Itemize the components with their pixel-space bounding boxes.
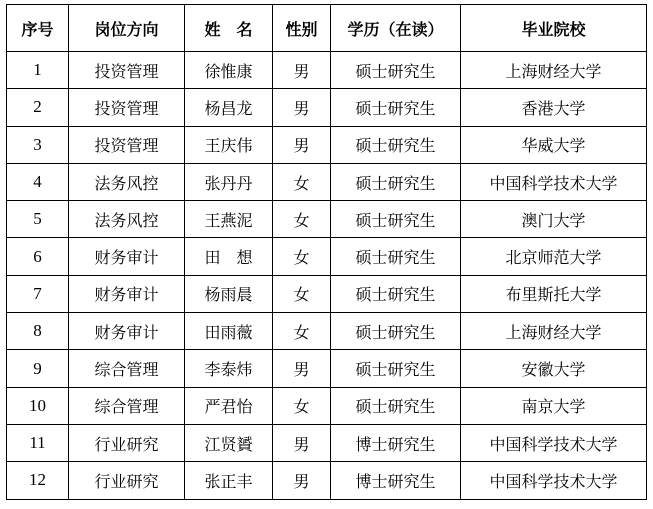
table-row — [7, 462, 647, 499]
cell-no: 9 — [7, 350, 69, 387]
cell-school: 布里斯托大学 — [461, 275, 647, 312]
cell-no: 2 — [7, 89, 69, 126]
table-row — [7, 126, 647, 163]
cell-gender: 男 — [273, 89, 331, 126]
cell-school: 南京大学 — [461, 387, 647, 424]
cell-position: 法务风控 — [69, 163, 185, 200]
table-row — [7, 313, 647, 350]
cell-no: 1 — [7, 52, 69, 89]
cell-position: 法务风控 — [69, 201, 185, 238]
cell-education: 硕士研究生 — [331, 275, 461, 312]
cell-education: 硕士研究生 — [331, 201, 461, 238]
cell-position: 投资管理 — [69, 126, 185, 163]
table-row — [7, 350, 647, 387]
cell-name: 张正丰 — [185, 462, 273, 499]
header-no: 序号 — [7, 5, 69, 52]
cell-no: 8 — [7, 313, 69, 350]
cell-school: 中国科学技术大学 — [461, 462, 647, 499]
cell-education: 硕士研究生 — [331, 163, 461, 200]
cell-no: 7 — [7, 275, 69, 312]
cell-name: 江贤贇 — [185, 424, 273, 461]
cell-position: 财务审计 — [69, 313, 185, 350]
header-gender: 性别 — [273, 5, 331, 52]
cell-education: 硕士研究生 — [331, 52, 461, 89]
cell-position: 财务审计 — [69, 275, 185, 312]
cell-position: 综合管理 — [69, 387, 185, 424]
cell-no: 4 — [7, 163, 69, 200]
cell-school: 澳门大学 — [461, 201, 647, 238]
cell-school: 上海财经大学 — [461, 52, 647, 89]
cell-position: 投资管理 — [69, 52, 185, 89]
cell-no: 11 — [7, 424, 69, 461]
cell-no: 3 — [7, 126, 69, 163]
table-body — [7, 52, 647, 500]
cell-no: 12 — [7, 462, 69, 499]
cell-education: 博士研究生 — [331, 462, 461, 499]
cell-gender: 女 — [273, 163, 331, 200]
cell-gender: 女 — [273, 313, 331, 350]
cell-position: 投资管理 — [69, 89, 185, 126]
table-row — [7, 52, 647, 89]
cell-gender: 女 — [273, 201, 331, 238]
cell-gender: 女 — [273, 238, 331, 275]
cell-no: 6 — [7, 238, 69, 275]
cell-no: 10 — [7, 387, 69, 424]
cell-gender: 男 — [273, 350, 331, 387]
cell-school: 中国科学技术大学 — [461, 163, 647, 200]
cell-gender: 女 — [273, 387, 331, 424]
header-education: 学历（在读） — [331, 5, 461, 52]
cell-position: 行业研究 — [69, 462, 185, 499]
table-row — [7, 89, 647, 126]
cell-name: 杨昌龙 — [185, 89, 273, 126]
header-row — [7, 5, 647, 52]
cell-name: 李泰炜 — [185, 350, 273, 387]
header-position: 岗位方向 — [69, 5, 185, 52]
header-school: 毕业院校 — [461, 5, 647, 52]
cell-name: 杨雨晨 — [185, 275, 273, 312]
cell-gender: 女 — [273, 275, 331, 312]
table-row — [7, 387, 647, 424]
cell-name: 王庆伟 — [185, 126, 273, 163]
header-name: 姓 名 — [185, 5, 273, 52]
cell-gender: 男 — [273, 462, 331, 499]
cell-school: 中国科学技术大学 — [461, 424, 647, 461]
cell-position: 综合管理 — [69, 350, 185, 387]
cell-education: 硕士研究生 — [331, 313, 461, 350]
table-row — [7, 163, 647, 200]
cell-gender: 男 — [273, 52, 331, 89]
cell-school: 香港大学 — [461, 89, 647, 126]
cell-education: 硕士研究生 — [331, 126, 461, 163]
cell-name: 王燕泥 — [185, 201, 273, 238]
cell-education: 硕士研究生 — [331, 89, 461, 126]
cell-school: 安徽大学 — [461, 350, 647, 387]
table-row — [7, 238, 647, 275]
cell-school: 北京师范大学 — [461, 238, 647, 275]
cell-name: 严君怡 — [185, 387, 273, 424]
cell-name: 张丹丹 — [185, 163, 273, 200]
cell-gender: 男 — [273, 424, 331, 461]
cell-name: 田雨薇 — [185, 313, 273, 350]
table-header — [7, 5, 647, 52]
table-row — [7, 424, 647, 461]
cell-gender: 男 — [273, 126, 331, 163]
table-row — [7, 275, 647, 312]
table-row — [7, 201, 647, 238]
cell-no: 5 — [7, 201, 69, 238]
cell-position: 财务审计 — [69, 238, 185, 275]
cell-name: 田 想 — [185, 238, 273, 275]
cell-education: 硕士研究生 — [331, 350, 461, 387]
cell-school: 上海财经大学 — [461, 313, 647, 350]
roster-table — [6, 4, 647, 500]
cell-education: 博士研究生 — [331, 424, 461, 461]
cell-name: 徐惟康 — [185, 52, 273, 89]
cell-school: 华威大学 — [461, 126, 647, 163]
cell-education: 硕士研究生 — [331, 238, 461, 275]
cell-education: 硕士研究生 — [331, 387, 461, 424]
cell-position: 行业研究 — [69, 424, 185, 461]
